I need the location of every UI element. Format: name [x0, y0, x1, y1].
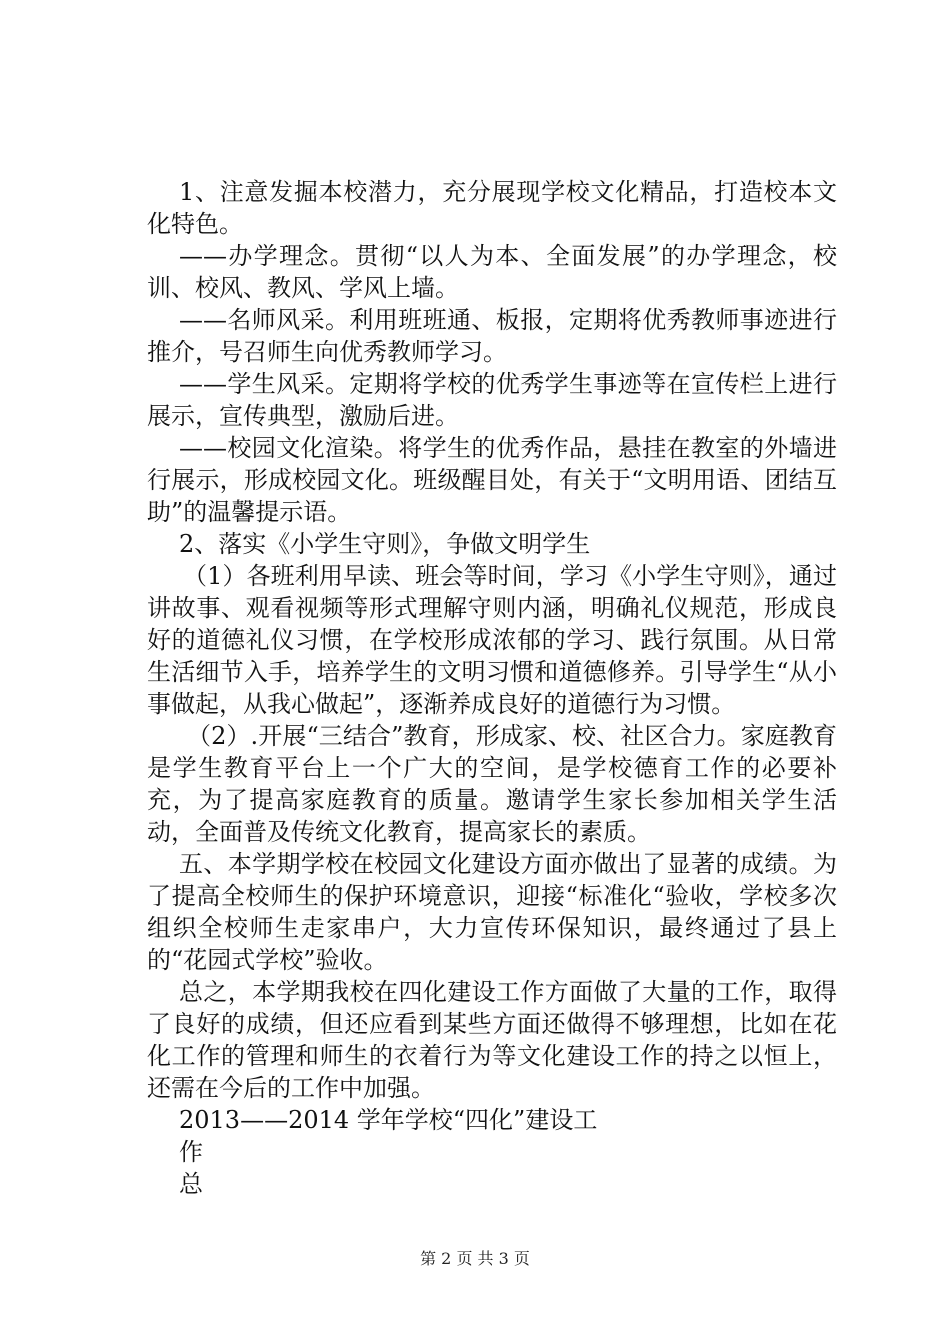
- paragraph-1: 1、注意发掘本校潜力，充分展现学校文化精品，打造校本文化特色。: [147, 178, 837, 238]
- paragraph-2: ——办学理念。贯彻“以人为本、全面发展”的办学理念，校训、校风、教风、学风上墙。: [147, 242, 837, 302]
- title-line-1: 2013——2014 学年学校“四化”建设工: [179, 1106, 598, 1134]
- document-title: [147, 1104, 837, 1200]
- page-number-footer: 第 2 页 共 3 页: [420, 1249, 530, 1268]
- paragraph-9: 五、本学期学校在校园文化建设方面亦做出了显著的成绩。为了提高全校师生的保护环境意识，迎接“标准化“验收，学校多次组织全校师生走家串户，大力宣传环保知识，最终通过了县上的“花园式学校”验收。: [147, 850, 837, 974]
- paragraph-5: ——校园文化渲染。将学生的优秀作品，悬挂在教室的外墙进行展示，形成校园文化。班级醒目处，有关于“文明用语、团结互助”的温馨提示语。: [147, 434, 837, 526]
- document-body: [147, 176, 837, 1200]
- title-line-3: 总: [179, 1170, 203, 1198]
- paragraph-7: （1）各班利用早读、班会等时间，学习《小学生守则》，通过讲故事、观看视频等形式理解守则内涵，明确礼仪规范，形成良好的道德礼仪习惯，在学校形成浓郁的学习、践行氛围。从日常生活细节入手，培养学生的文明习惯和道德修养。引导学生“从小事做起，从我心做起”，逐渐养成良好的道德行为习惯。: [147, 562, 837, 718]
- paragraph-8: （2）.开展“三结合”教育，形成家、校、社区合力。家庭教育是学生教育平台上一个广大的空间，是学校德育工作的必要补充，为了提高家庭教育的质量。邀请学生家长参加相关学生活动，全面普及传统文化教育，提高家长的素质。: [147, 722, 837, 846]
- paragraph-10: 总之，本学期我校在四化建设工作方面做了大量的工作，取得了良好的成绩，但还应看到某些方面还做得不够理想，比如在花化工作的管理和师生的衣着行为等文化建设工作的持之以恒上，还需在今后的工作中加强。: [147, 978, 837, 1102]
- paragraph-4: ——学生风采。定期将学校的优秀学生事迹等在宣传栏上进行展示，宣传典型，激励后进。: [147, 370, 837, 430]
- paragraph-3: ——名师风采。利用班班通、板报，定期将优秀教师事迹进行推介，号召师生向优秀教师学习。: [147, 306, 837, 366]
- paragraph-6: 2、落实《小学生守则》，争做文明学生: [179, 530, 591, 558]
- title-line-2: 作: [179, 1138, 203, 1166]
